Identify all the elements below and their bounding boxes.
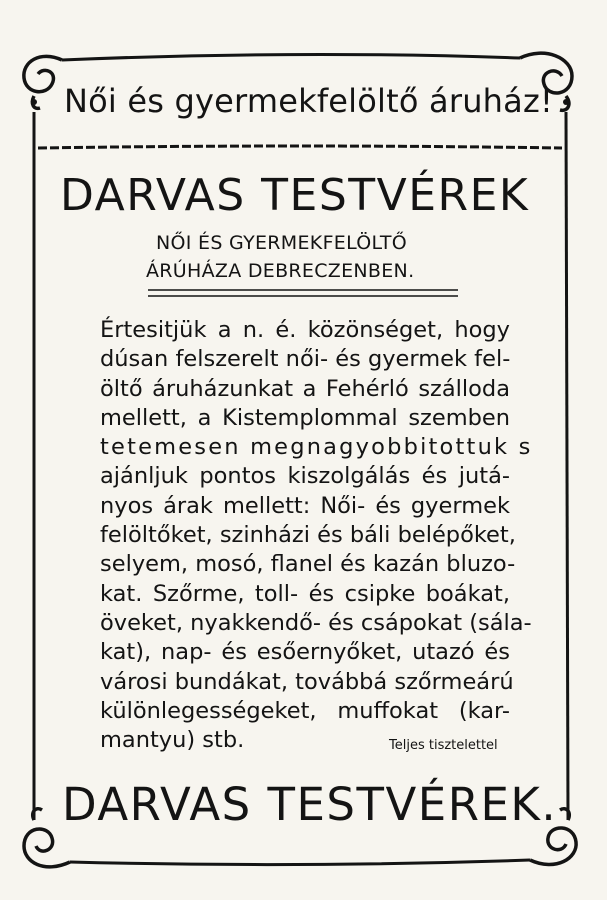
- flourish-dot-left: [31, 99, 37, 105]
- subtitle-line-2: ÁRÚHÁZA DEBRECZENBEN.: [146, 260, 415, 282]
- border-top: [62, 54, 520, 60]
- signoff: Teljes tisztelettel: [389, 738, 498, 753]
- body-line: tetemesen megnagyobbitottuk s: [100, 434, 533, 461]
- body-line: kat. Szőrme, toll- és csipke boákat,: [100, 580, 510, 607]
- body-line: mantyu) stb.: [100, 727, 245, 754]
- subtitle-line-1: NŐI ÉS GYERMEKFELÖLTŐ: [156, 232, 407, 254]
- brand-name-top: DARVAS TESTVÉREK: [60, 170, 530, 221]
- body-line: selyem, mosó, flanel és kazán bluzo-: [100, 551, 516, 578]
- announcement-body: [100, 316, 533, 755]
- body-line: Értesitjük a n. é. közönséget, hogy: [100, 317, 510, 343]
- body-line: öveket, nyakkendő- és csápokat (sála-: [100, 609, 532, 636]
- body-line: nyos árak mellett: Női- és gyermek: [100, 492, 510, 519]
- body-line: városi bundákat, továbbá szőrmeárú: [100, 668, 514, 695]
- brand-name-bottom: DARVAS TESTVÉREK.: [62, 778, 558, 831]
- body-line: felöltőket, szinházi és báli belépőket,: [100, 522, 516, 549]
- body-line: dúsan felszerelt női- és gyermek fel-: [100, 346, 511, 373]
- body-line: kat), nap- és esőernyőket, utazó és: [100, 639, 510, 666]
- body-line: különlegességeket, muffokat (kar-: [100, 697, 510, 724]
- body-line: mellett, a Kistemplommal szemben: [100, 404, 510, 431]
- headline: Női és gyermekfelöltő áruház!: [64, 82, 554, 120]
- headline-divider: [38, 146, 562, 148]
- border-right: [566, 112, 568, 820]
- flourish-dot-right: [563, 99, 569, 105]
- border-bottom: [70, 860, 530, 865]
- corner-scroll-top-left: [24, 56, 62, 108]
- body-line: öltő áruházunkat a Fehérló szálloda: [100, 375, 510, 402]
- body-line: ajánljuk pontos kiszolgálás és jutá-: [100, 463, 510, 490]
